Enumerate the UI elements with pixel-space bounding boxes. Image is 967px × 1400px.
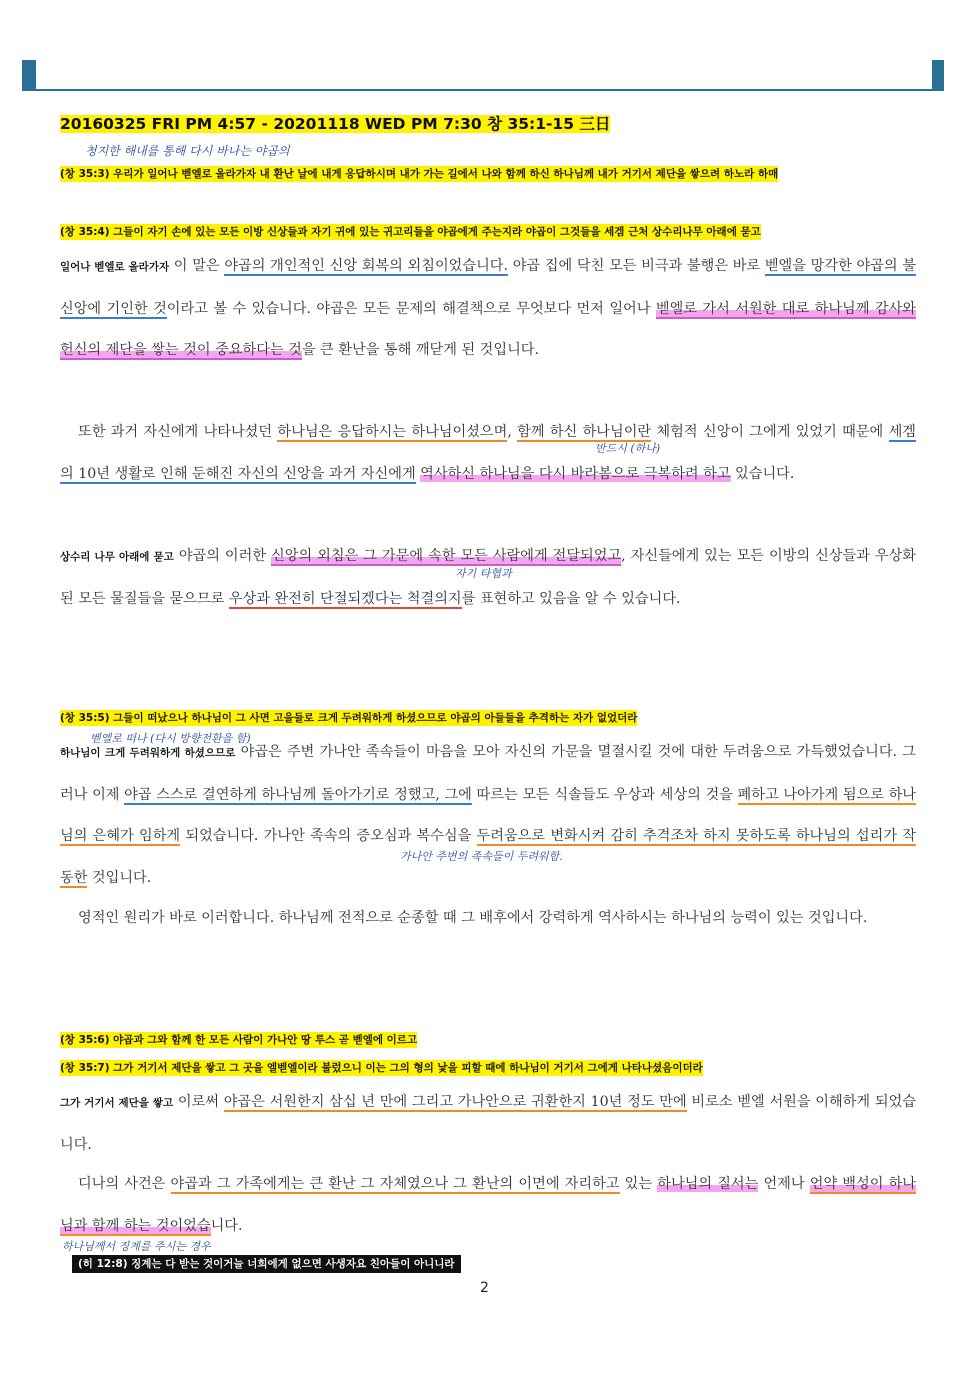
page-number: 2 (480, 1280, 489, 1296)
verse-35-5: (창 35:5) 그들이 떠났으나 하나님이 그 사면 고을들로 크게 두려워하게 하셨으므로 야곱의 아들들을 추격하는 자가 없었더라 (60, 712, 638, 724)
handwritten-note: 하나님께서 징계를 주시는 경우 (62, 1240, 211, 1253)
paragraph-4: 하나님이 크게 두려워하게 하셨으므로 야곱은 주변 가나안 족속들이 마음을 모아 자신의 가문을 멸절시킬 것에 대한 두려움으로 가득했었습니다. 그러나 이제 야곱 스스로 결연하게 하나님께 돌아가기로 정했고, 그에 따르는 모든 식솔들도 우상과 세상의 것을 폐하고 나아가게 됨으로 하나님의 은혜가 임하게 되었습니다. 가나안 족속의 증오심과 복수심을 두려움으로 변화시켜 감히 추격조차 하지 못하도록 하나님의 섭리가 작동한 것입니다. (60, 744, 917, 886)
paragraph-1: 일어나 벧엘로 올라가자 이 말은 야곱의 개인적인 신앙 회복의 외침이었습니다. 야곱 집에 닥친 모든 비극과 불행은 바로 벧엘을 망각한 야곱의 불신앙에 기인한 것이라고 볼 수 있습니다. 야곱은 모든 문제의 해결책으로 무엇보다 먼저 일어나 벧엘로 가서 서원한 대로 하나님께 감사와 헌신의 제단을 쌓는 것이 중요하다는 것을 큰 환난을 통해 깨닫게 된 것입니다. (60, 258, 916, 358)
handwritten-note: 반드시 (하나) (595, 442, 661, 455)
verse-35-6: (창 35:6) 야곱과 그와 함께 한 모든 사람이 가나안 땅 루스 곧 벧엘에 이르고 (60, 1034, 418, 1046)
page-title: 20160325 FRI PM 4:57 - 20201118 WED PM 7:30 창 35:1-15 三日 (60, 115, 611, 133)
handwritten-note: 청지한 해내를 통해 다시 바나는 야곱의 (85, 144, 290, 158)
verse-35-4: (창 35:4) 그들이 자기 손에 있는 모든 이방 신상들과 자기 귀에 있는 귀고리들을 야곱에게 주는지라 야곱이 그것들을 세겜 근처 상수리나무 아래에 묻고 (60, 226, 761, 238)
verse-35-7: (창 35:7) 그가 거기서 제단을 쌓고 그 곳을 엘벧엘이라 불렀으니 이는 그의 형의 낯을 피할 때에 하나님이 거기서 그에게 나타나셨음이더라 (60, 1062, 703, 1074)
verse-35-3: (창 35:3) 우리가 일어나 벧엘로 올라가자 내 환난 날에 내게 응답하시며 내가 가는 길에서 나와 함께 하신 하나님께 내가 거기서 제단을 쌓으려 하노라 하매 (60, 168, 779, 180)
paragraph-3: 상수리 나무 아래에 묻고 야곱의 이러한 신앙의 외침은 그 가문에 속한 모든 사람에게 전달되었고, 자신들에게 있는 모든 이방의 신상들과 우상화된 모든 물질들을 묻으므로 우상과 완전히 단절되겠다는 척결의지를 표현하고 있음을 알 수 있습니다. (60, 548, 917, 607)
handwritten-note: 자기 타협과 (455, 567, 512, 580)
header-rule (28, 89, 942, 91)
reference-verse: (히 12:8) 징계는 다 받는 것이거늘 너희에게 없으면 사생자요 친아들이 아니니라 (72, 1255, 461, 1273)
handwritten-note: 가나안 주변의 족속들이 두려워함. (400, 850, 563, 863)
paragraph-5: 영적인 원리가 바로 이러합니다. 하나님께 전적으로 순종할 때 그 배후에서 강력하게 역사하시는 하나님의 능력이 있는 것입니다. (78, 910, 868, 926)
header-bar-left (22, 60, 36, 91)
paragraph-6: 그가 거기서 제단을 쌓고 이로써 야곱은 서원한지 삼십 년 만에 그리고 가나안으로 귀환한지 10년 정도 만에 비로소 벧엘 서원을 이해하게 되었습니다. (60, 1094, 916, 1153)
paragraph-2: 또한 과거 자신에게 나타나셨던 하나님은 응답하시는 하나님이셨으며, 함께 하신 하나님이란 체험적 신앙이 그에게 있었기 때문에 세겜의 10년 생활로 인해 둔해진 자신의 신앙을 과거 자신에게 역사하신 하나님을 다시 바라봄으로 극복하려 하고 있습니다. (60, 424, 916, 482)
paragraph-7: 디나의 사건은 야곱과 그 가족에게는 큰 환난 그 자체였으나 그 환난의 이면에 자리하고 있는 하나님의 질서는 언제나 언약 백성이 하나님과 함께 하는 것이었습니다. (60, 1176, 916, 1234)
header-bar-right (932, 60, 944, 91)
handwritten-note: 벧엘로 떠나 (다시 방향전환을 함) (90, 732, 251, 745)
